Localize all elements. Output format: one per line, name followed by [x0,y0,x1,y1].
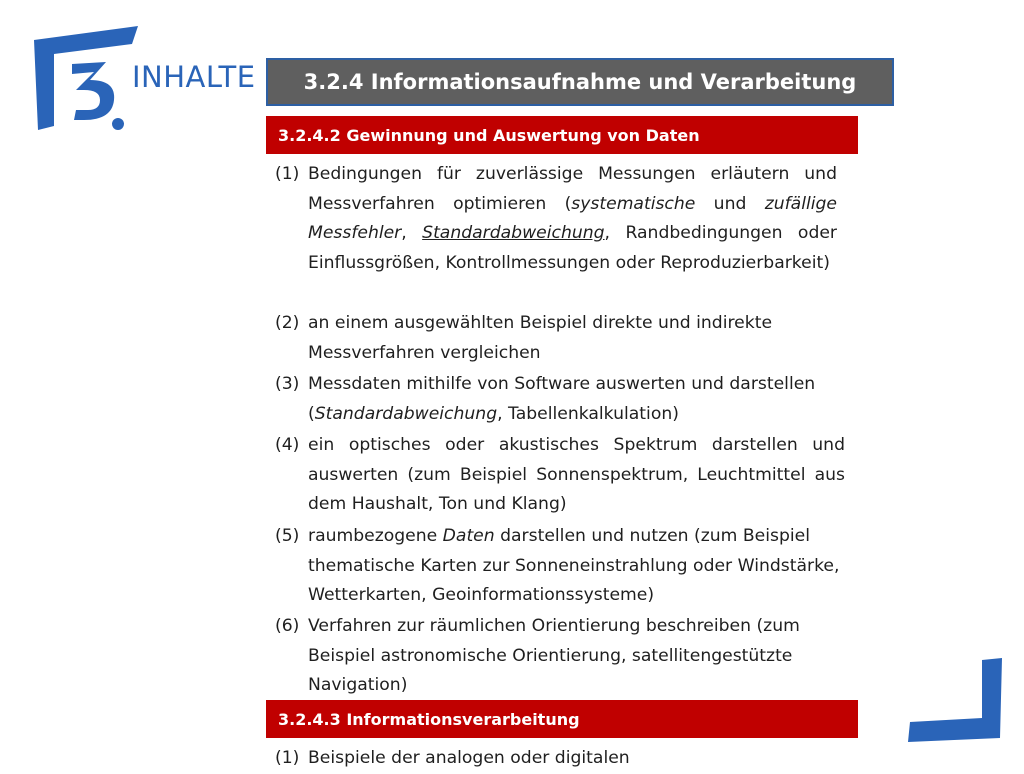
item-text: Bedingungen für zuverlässige Messungen erläutern und Messverfahren optimieren (systematische und zufällige Messfehler, Standardabweichung, Randbedingungen oder Einflussgrößen, Kontrollmessungen oder Reproduzierbarkeit) [308,164,838,273]
section-heading-text: 3.2.4.2 Gewinnung und Auswertung von Daten [278,125,700,145]
list-item [275,522,845,611]
section-heading-data [266,116,858,154]
logo-label: INHALTE [132,60,256,94]
section-heading-text: 3.2.4.3 Informationsverarbeitung [278,709,580,729]
list-item [275,744,845,774]
item-text: an einem ausgewählten Beispiel direkte und indirekte Messverfahren vergleichen [308,313,773,363]
list-item [275,612,845,701]
item-text: Messdaten mithilfe von Software auswerten und darstellen (Standardabweichung, Tabellenkalkulation) [308,374,816,424]
list-item [275,309,835,368]
item-text: raumbezogene Daten darstellen und nutzen (zum Beispiel thematische Karten zur Sonneneinstrahlung oder Windstärke, Wetterkarten, Geoinformationssysteme) [308,526,840,605]
item-number: (4) [275,435,300,455]
item-text: Verfahren zur räumlichen Orientierung beschreiben (zum Beispiel astronomische Orientierung, satellitengestützte Navigation) [308,616,800,695]
list-item [275,160,837,278]
item-number: (3) [275,374,300,394]
item-number: (5) [275,526,300,546]
corner-bracket-icon [904,658,1004,744]
item-number: (6) [275,616,300,636]
list-item [275,370,835,429]
section-heading-processing [266,700,858,738]
item-number: (1) [275,748,300,768]
item-text: ein optisches oder akustisches Spektrum darstellen und auswerten (zum Beispiel Sonnenspektrum, Leuchtmittel aus dem Haushalt, Ton und Klang) [308,435,845,514]
page-title: 3.2.4 Informationsaufnahme und Verarbeitung [303,70,857,94]
item-text: Beispiele der analogen oder digitalen [308,748,630,768]
item-number: (2) [275,313,300,333]
title-bar [266,58,894,106]
list-item [275,431,845,520]
logo-three-icon [30,22,140,134]
item-number: (1) [275,164,300,184]
